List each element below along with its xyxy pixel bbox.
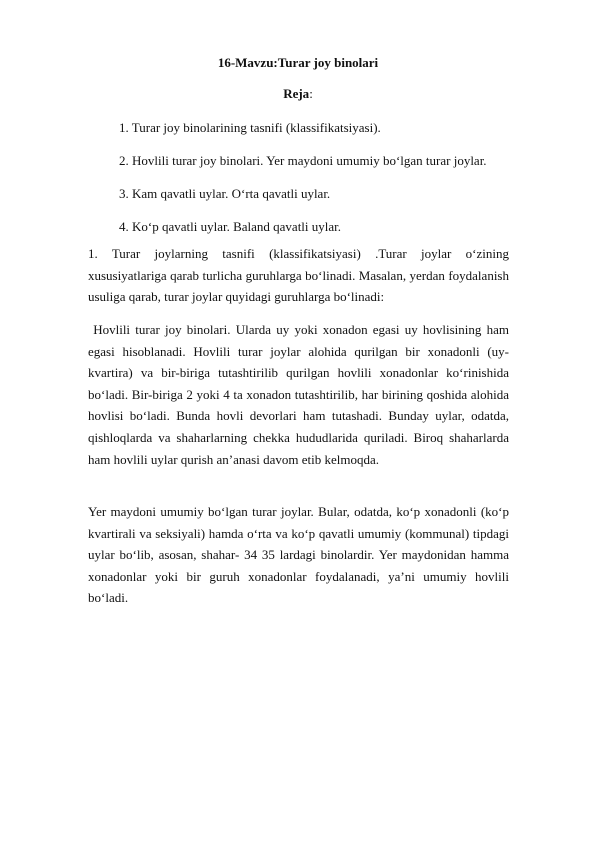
- page-title: 16-Mavzu:Turar joy binolari: [217, 55, 379, 70]
- plan-heading-label: Reja: [283, 86, 310, 101]
- plan-item: 2. Hovlili turar joy binolari. Yer maydoni umumiy bo‘lgan turar joylar.: [119, 153, 487, 168]
- plan-heading: [0, 86, 596, 102]
- body-paragraph: Yer maydoni umumiy bo‘lgan turar joylar. Bular, odatda, ko‘p xonadonli (ko‘p kvartirali va seksiyali) hamda o‘rta va ko‘p qavatli umumiy (kommunal) tipdagi uylar bo‘lib, asosan, shahar- 34 35 lardagi binolardir. Yer maydonidan hamma xonadonlar yoki bir guruh xonadonlar foydalanadi, ya’ni umumiy hovlili bo‘ladi.: [88, 504, 509, 606]
- plan-heading-colon: :: [309, 86, 313, 101]
- plan-item: 3. Kam qavatli uylar. O‘rta qavatli uylar.: [119, 186, 331, 201]
- plan-item: 1. Turar joy binolarining tasnifi (klassifikatsiyasi).: [119, 120, 381, 135]
- plan-item: 4. Ko‘p qavatli uylar. Baland qavatli uylar.: [119, 219, 342, 234]
- body-paragraph: 1. Turar joylarning tasnifi (klassifikatsiyasi) .Turar joylar o‘zining xususiyatlariga qarab turlicha guruhlarga bo‘linadi. Masalan, yerdan foydalanish usuliga qarab, turar joylar quyidagi guruhlarga bo‘linadi:: [88, 246, 509, 305]
- body-paragraph: Hovlili turar joy binolari. Ularda uy yoki xonadon egasi uy hovlisining ham egasi hisoblanadi. Hovlili turar joylar alohida qurilgan bir xonadonli (uy-kvartira) va bir-biriga tutashtirilib qurilgan hovlili xonadonlar ko‘rinishida bo‘ladi. Bir-biriga 2 yoki 4 ta xonadon tutashtirilib, har birining qoshida alohida hovlisi bo‘ladi. Bunda hovli devorlari ham tutashadi. Bunday uylar, odatda, qishloqlarda va shaharlarning chekka hududlarida quriladi. Biroq shaharlarda ham hovlili uylar qurish an’anasi davom etib kelmoqda.: [88, 322, 509, 467]
